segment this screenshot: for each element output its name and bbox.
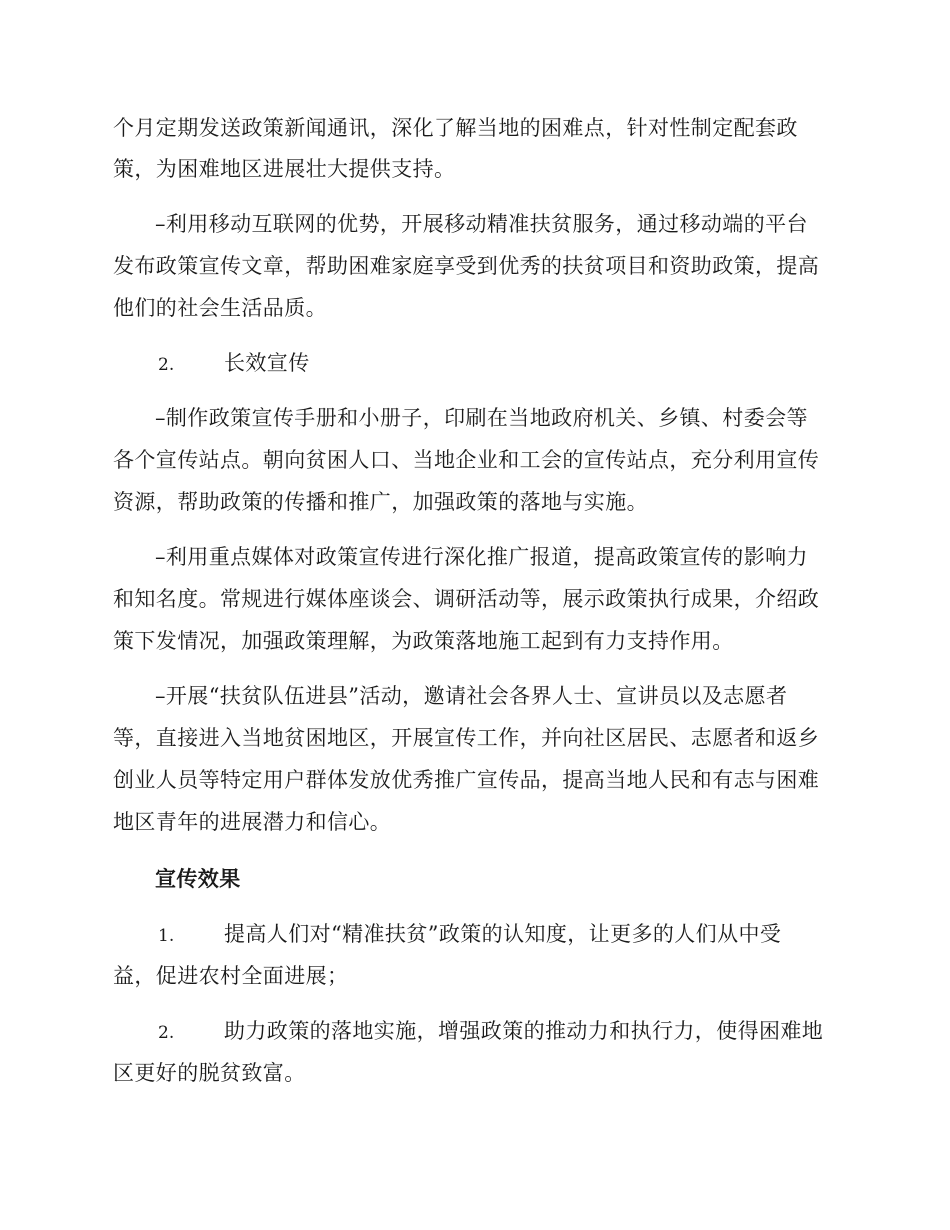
paragraph-line: 益，促进农村全面进展； (113, 964, 349, 988)
paragraph-line: –利用移动互联网的优势，开展移动精准扶贫服务，通过移动端的平台 (155, 212, 808, 236)
paragraph-line: –制作政策宣传手册和小册子，印刷在当地政府机关、乡镇、村委会等 (155, 406, 808, 430)
paragraph-line: 区更好的脱贫致富。 (113, 1061, 306, 1085)
paragraph-line: 资源，帮助政策的传播和推广，加强政策的落地与实施。 (113, 490, 648, 514)
paragraph-line: 各个宣传站点。朝向贫困人口、当地企业和工会的宣传站点，充分利用宣传 (113, 448, 820, 472)
list-number: 2. (158, 1023, 175, 1043)
paragraph-line: –开展“扶贫队伍进县”活动，邀请社会各界人士、宣讲员以及志愿者 (155, 684, 788, 708)
list-item-title: 长效宣传 (224, 351, 310, 375)
paragraph-line: 策，为困难地区进展壮大提供支持。 (113, 157, 456, 181)
paragraph-line: 策下发情况，加强政策理解，为政策落地施工起到有力支持作用。 (113, 629, 734, 653)
paragraph-line: 他们的社会生活品质。 (113, 296, 327, 320)
paragraph-line: 地区青年的进展潜力和信心。 (113, 810, 392, 834)
list-item-text: 助力政策的落地实施，增强政策的推动力和执行力，使得困难地 (224, 1019, 824, 1043)
paragraph-line: 创业人员等特定用户群体发放优秀推广宣传品，提高当地人民和有志与困难 (113, 768, 820, 792)
paragraph-line: 等，直接进入当地贫困地区，开展宣传工作，并向社区居民、志愿者和返乡 (113, 726, 820, 750)
list-number: 2. (158, 355, 175, 375)
paragraph-line: 和知名度。常规进行媒体座谈会、调研活动等，展示政策执行成果，介绍政 (113, 587, 820, 611)
section-heading: 宣传效果 (155, 866, 241, 891)
paragraph-line: 个月定期发送政策新闻通讯，深化了解当地的困难点，针对性制定配套政 (113, 116, 798, 140)
paragraph-line: –利用重点媒体对政策宣传进行深化推广报道，提高政策宣传的影响力 (155, 545, 808, 569)
list-number: 1. (158, 926, 175, 946)
paragraph-line: 发布政策宣传文章，帮助困难家庭享受到优秀的扶贫项目和资助政策，提高 (113, 254, 820, 278)
list-item-text: 提高人们对“精准扶贫”政策的认知度，让更多的人们从中受 (224, 922, 782, 946)
